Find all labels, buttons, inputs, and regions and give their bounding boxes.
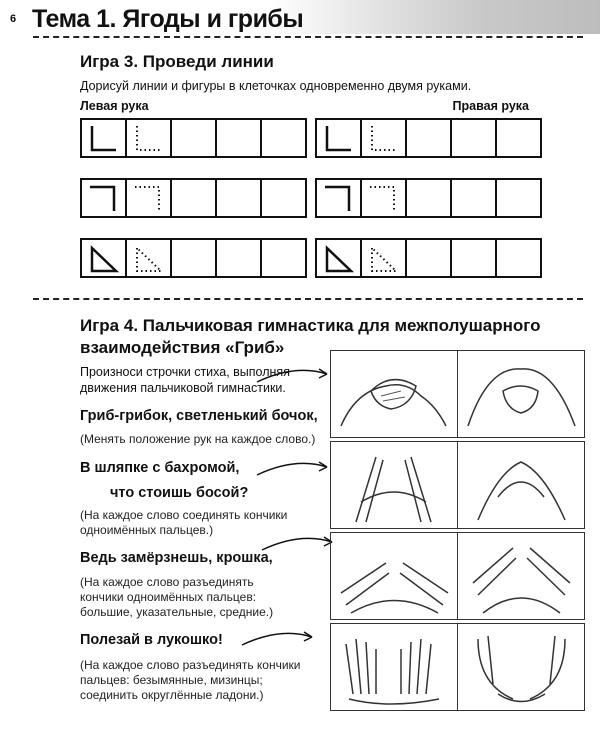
empty-cell[interactable] <box>497 240 540 276</box>
top-right-corner-shape-icon <box>127 180 172 216</box>
right-hand-grid-row-1 <box>315 118 542 158</box>
empty-cell[interactable] <box>217 120 262 156</box>
right-hand-grid-row-2 <box>315 178 542 218</box>
empty-cell[interactable] <box>407 240 452 276</box>
empty-cell[interactable] <box>217 240 262 276</box>
game4-title-line2: взаимодействия «Гриб» <box>80 338 285 357</box>
empty-cell[interactable] <box>407 180 452 216</box>
arrow-icon <box>255 362 335 392</box>
empty-cell[interactable] <box>217 180 262 216</box>
verse3-note-line2: кончики одноимённых пальцев: <box>80 590 257 604</box>
left-hand-grid-row-1 <box>80 118 307 158</box>
verse1-line: Гриб-грибок, светленький бочок, <box>80 408 318 424</box>
empty-cell[interactable] <box>407 120 452 156</box>
verse4-note-line2: пальцев: безымянные, мизинцы; <box>80 673 263 687</box>
empty-cell[interactable] <box>172 120 217 156</box>
hands-fist-photo-icon <box>331 351 458 437</box>
hands-peak-photo-icon <box>458 442 585 528</box>
section-divider <box>33 298 583 300</box>
hands-cupped-photo-icon <box>458 624 585 710</box>
photo-panel-2 <box>330 441 585 529</box>
verse2-line1: В шляпке с бахромой, <box>80 460 240 476</box>
verse2-note-line2: одноимённых пальцев.) <box>80 523 214 537</box>
verse4-note-line3: соединить округлённые ладони.) <box>80 688 264 702</box>
right-hand-grid-row-3 <box>315 238 542 278</box>
verse3-note-line1: (На каждое слово разъединять <box>80 575 254 589</box>
photo-panel-3 <box>330 532 585 620</box>
L-corner-shape-icon <box>317 120 362 156</box>
verse3-line: Ведь замёрзнешь, крошка, <box>80 550 273 566</box>
photo-panel-1 <box>330 350 585 438</box>
L-corner-shape-icon <box>82 120 127 156</box>
game3-title: Игра 3. Проведи линии <box>80 52 274 71</box>
triangle-shape-icon <box>317 240 362 276</box>
left-hand-grid-row-2 <box>80 178 307 218</box>
arrow-icon <box>255 455 335 485</box>
arrow-icon <box>260 530 340 560</box>
empty-cell[interactable] <box>497 180 540 216</box>
hands-spread-photo-icon <box>458 533 585 619</box>
empty-cell[interactable] <box>262 240 305 276</box>
game3-instruction: Дорисуй линии и фигуры в клеточках одновременно двумя руками. <box>80 79 472 93</box>
empty-cell[interactable] <box>172 240 217 276</box>
top-right-corner-shape-icon <box>362 180 407 216</box>
arrow-icon <box>240 625 320 655</box>
empty-cell[interactable] <box>452 180 497 216</box>
right-hand-label: Правая рука <box>452 99 529 113</box>
empty-cell[interactable] <box>497 120 540 156</box>
left-hand-grid-row-3 <box>80 238 307 278</box>
topic-title: Тема 1. Ягоды и грибы <box>32 5 304 33</box>
photo-panel-4 <box>330 623 585 711</box>
top-right-corner-shape-icon <box>82 180 127 216</box>
game4-title-line1: Игра 4. Пальчиковая гимнастика для межполушарного <box>80 316 541 335</box>
hands-cupped-photo-icon <box>331 624 458 710</box>
hands-peak-photo-icon <box>331 442 458 528</box>
verse1-note: (Менять положение рук на каждое слово.) <box>80 432 316 446</box>
verse2-note-line1: (На каждое слово соединять кончики <box>80 508 288 522</box>
triangle-shape-icon <box>362 240 407 276</box>
empty-cell[interactable] <box>172 180 217 216</box>
left-hand-label: Левая рука <box>80 99 149 113</box>
hands-fist-photo-icon <box>458 351 585 437</box>
page-number: 6 <box>10 13 17 25</box>
empty-cell[interactable] <box>262 120 305 156</box>
hands-spread-photo-icon <box>331 533 458 619</box>
verse2-line2: что стоишь босой? <box>110 485 249 501</box>
empty-cell[interactable] <box>262 180 305 216</box>
verse4-note-line1: (На каждое слово разъединять кончики <box>80 658 301 672</box>
empty-cell[interactable] <box>452 120 497 156</box>
verse4-line: Полезай в лукошко! <box>80 632 223 648</box>
triangle-shape-icon <box>127 240 172 276</box>
game4-intro-line2: движения пальчиковой гимнастики. <box>80 381 286 395</box>
L-corner-shape-icon <box>362 120 407 156</box>
empty-cell[interactable] <box>452 240 497 276</box>
triangle-shape-icon <box>82 240 127 276</box>
game4-intro-line1: Произноси строчки стиха, выполняя <box>80 365 290 379</box>
header-divider <box>33 36 583 38</box>
L-corner-shape-icon <box>127 120 172 156</box>
top-right-corner-shape-icon <box>317 180 362 216</box>
verse3-note-line3: большие, указательные, средние.) <box>80 605 274 619</box>
